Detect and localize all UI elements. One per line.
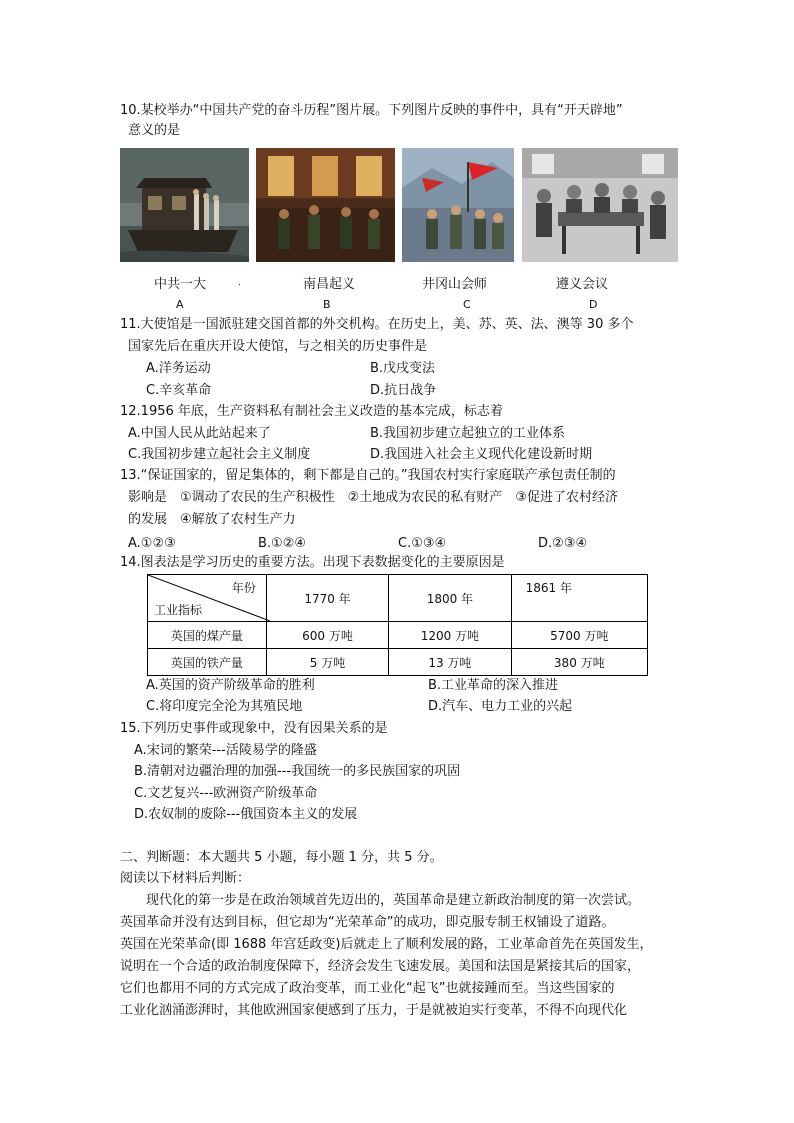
- passage-line-5: 它们也都用不同的方式完成了政治变革，而工业化“起飞”也就接踵而至。当这些国家的: [120, 981, 615, 996]
- picture-caption-b: 南昌起义: [303, 277, 356, 292]
- passage-line-3: 英国在光荣革命(即 1688 年宫廷政变)后就走上了顺利发展的路，工业革命首先在英国发生，: [120, 937, 653, 952]
- table-year-1861: 1861 年: [511, 575, 647, 622]
- q12-option-d: D.我国进入社会主义现代化建设新时期: [370, 447, 593, 462]
- picture-caption-a: 中共一大: [154, 277, 207, 292]
- table-row-label: 英国的铁产量: [148, 649, 267, 676]
- picture-letter-d: D: [589, 298, 598, 311]
- picture-letter-c: C: [463, 298, 471, 311]
- q15-stem: 15.下列历史事件或现象中，没有因果关系的是: [120, 721, 388, 736]
- q12-option-b: B.我国初步建立起独立的工业体系: [370, 426, 566, 441]
- passage-line-6: 工业化汹涌澎湃时，其他欧洲国家便感到了压力，于是就被迫实行变革，不得不向现代化: [120, 1003, 628, 1018]
- table-corner-cell: [148, 575, 267, 622]
- table-cell: 13 万吨: [389, 649, 511, 676]
- passage-line-4: 说明在一个合适的政治制度保障下，经济会发生飞速发展。美国和法国是紧接其后的国家，: [120, 959, 641, 974]
- picture-first-congress: [120, 148, 249, 262]
- picture-nanchang-uprising: [256, 148, 395, 262]
- passage-line-2: 英国革命并没有达到目标，但它却为“光荣革命”的成功，即克服专制王权铺设了道路。: [120, 915, 615, 930]
- table-cell: 600 万吨: [266, 622, 388, 649]
- picture-letter-a: A: [176, 298, 184, 311]
- q13-option-a: A.①②③: [128, 536, 176, 551]
- table-cell: 1200 万吨: [389, 622, 511, 649]
- q11-option-a: A.洋务运动: [146, 361, 211, 376]
- q11-option-b: B.戊戌变法: [370, 361, 436, 376]
- table-year-1800: 1800 年: [389, 575, 511, 622]
- q13-stem-line3: 的发展 ④解放了农村生产力: [128, 512, 296, 527]
- q11-stem-line2: 国家先后在重庆开设大使馆，与之相关的历史事件是: [128, 339, 428, 354]
- picture-caption-d: 遵义会议: [556, 277, 609, 292]
- q11-option-d: D.抗日战争: [370, 383, 437, 398]
- q10-stem-line1: 10.某校举办“中国共产党的奋斗历程”图片展。下列图片反映的事件中，具有“开天辟地”: [120, 103, 623, 118]
- q14-option-d: D.汽车、电力工业的兴起: [428, 699, 573, 714]
- q15-option-a: A.宋词的繁荣---活陵易学的隆盛: [134, 743, 317, 758]
- q13-stem-line2: 影响是 ①调动了农民的生产积极性 ②土地成为农民的私有财产 ③促进了农村经济: [128, 490, 618, 505]
- table-corner-indicator: 工业指标: [154, 603, 203, 617]
- table-cell: 380 万吨: [511, 649, 647, 676]
- q13-option-d: D.②③④: [538, 536, 588, 551]
- q13-option-c: C.①③④: [398, 536, 447, 551]
- table-year-1770: 1770 年: [266, 575, 388, 622]
- q13-option-b: B.①②④: [258, 536, 307, 551]
- q12-option-a: A.中国人民从此站起来了: [128, 426, 271, 441]
- q10-stem-line2: 意义的是: [128, 123, 181, 138]
- q14-option-b: B.工业革命的深入推进: [428, 678, 559, 693]
- q11-stem-line1: 11.大使馆是一国派驻建交国首都的外交机构。在历史上，美、苏、英、法、澳等 30 多个: [120, 317, 634, 332]
- picture-jinggangshan-meeting: [402, 148, 514, 262]
- q12-stem: 12.1956 年底，生产资料私有制社会主义改造的基本完成，标志着: [120, 404, 503, 419]
- picture-zunyi-conference: [522, 148, 678, 262]
- q14-option-a: A.英国的资产阶级革命的胜利: [146, 678, 315, 693]
- table-row-label: 英国的煤产量: [148, 622, 267, 649]
- picture-letter-b: B: [323, 298, 331, 311]
- table-corner-year: 年份: [231, 581, 256, 595]
- stray-mark: .: [238, 278, 241, 288]
- q13-stem-line1: 13.“保证国家的，留足集体的，剩下都是自己的。”我国农村实行家庭联产承包责任制的: [120, 468, 616, 483]
- q15-option-d: D.农奴制的废除---俄国资本主义的发展: [134, 807, 358, 822]
- industry-table: [147, 574, 648, 676]
- part2-heading: 二、判断题：本大题共 5 小题，每小题 1 分，共 5 分。: [120, 850, 443, 865]
- picture-caption-c: 井冈山会师: [422, 277, 488, 292]
- q11-option-c: C.辛亥革命: [146, 383, 212, 398]
- part2-intro: 阅读以下材料后判断：: [120, 871, 251, 886]
- q15-option-b: B.清朝对边疆治理的加强---我国统一的多民族国家的巩固: [134, 764, 461, 779]
- q14-stem: 14.图表法是学习历史的重要方法。出现下表数据变化的主要原因是: [120, 555, 505, 570]
- q14-option-c: C.将印度完全沦为其殖民地: [146, 699, 303, 714]
- passage-line-1: 现代化的第一步是在政治领域首先迈出的，英国革命是建立新政治制度的第一次尝试。: [120, 893, 641, 908]
- q15-option-c: C.文艺复兴---欧洲资产阶级革命: [134, 786, 318, 801]
- q12-option-c: C.我国初步建立起社会主义制度: [128, 447, 311, 462]
- table-cell: 5700 万吨: [511, 622, 647, 649]
- table-cell: 5 万吨: [266, 649, 388, 676]
